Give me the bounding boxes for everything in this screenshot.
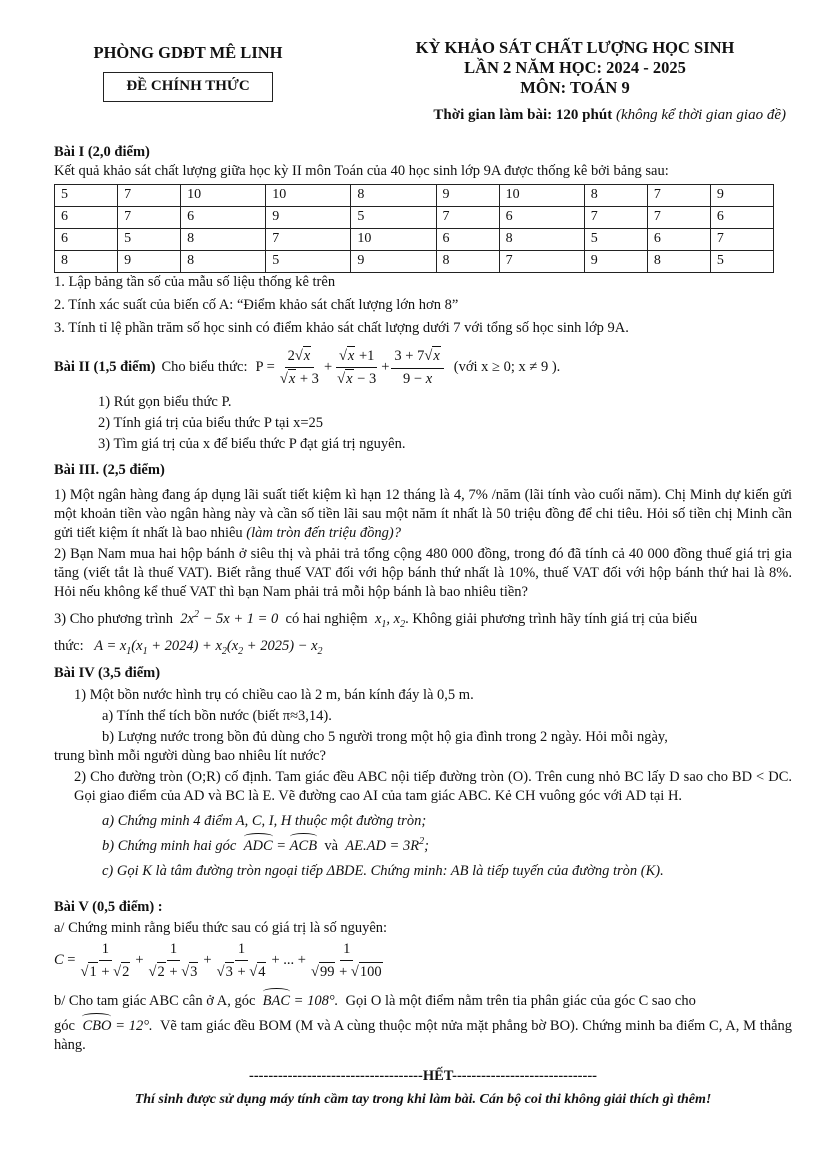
exam-header: [54, 38, 792, 102]
score-table: [54, 184, 774, 273]
section-5-a: a/ Chứng minh rằng biểu thức sau có giá trị là số nguyên:: [54, 919, 388, 936]
table-cell: 5: [584, 228, 647, 250]
section-3-p1: [54, 486, 792, 543]
section-4-qa: a) Chứng minh 4 điểm A, C, I, H thuộc một đường tròn;: [102, 813, 427, 830]
header-right: [318, 38, 792, 102]
section-4-q1a: a) Tính thể tích bồn nước (biết π≈3,14).: [102, 707, 332, 724]
section-2-heading: Bài II (1,5 điểm): [54, 359, 156, 376]
section-3-p3-tail: . Không giải phương trình hãy tính giá trị của biểu: [405, 611, 698, 628]
section-2-expression-line: [54, 346, 792, 389]
table-cell: 8: [181, 250, 266, 272]
table-cell: 9: [351, 250, 436, 272]
section-4-q1: 1) Một bồn nước hình trụ có chiều cao là 2 m, bán kính đáy là 0,5 m.: [74, 686, 474, 703]
section-4-qc: c) Gọi K là tâm đường tròn ngoại tiếp ΔBDE. Chứng minh: AB là tiếp tuyến của đường tròn (K).: [102, 863, 664, 880]
table-cell: 7: [436, 206, 499, 228]
expression-condition: (với x ≥ 0; x ≠ 9 ).: [453, 359, 561, 376]
table-cell: 10: [266, 184, 351, 206]
table-cell: 7: [266, 228, 351, 250]
table-cell: 6: [55, 206, 118, 228]
section-3-p2: 2) Bạn Nam mua hai hộp bánh ở siêu thị và phải trả tổng cộng 480 000 đồng, trong đó đã tính cả 40 000 đồng thuế giá trị gia tăng (viết tắt là thuế VAT). Biết rằng thuế VAT đối với hộp bánh thứ nhất là 10%, thuế VAT đối với hộp bánh thứ hai là 8%. Hỏi nếu không kể thuế VAT thì bạn Nam phải trả mỗi hộp bánh là bao nhiêu tiền?: [54, 546, 792, 601]
section-3-heading: Bài III. (2,5 điểm): [54, 461, 165, 478]
end-marker: ------------------------------------HẾT------------------------------: [249, 1068, 597, 1085]
table-cell: 9: [710, 184, 773, 206]
section-4-heading: Bài IV (3,5 điểm): [54, 665, 161, 682]
section-2-q3: 3) Tìm giá trị của x để biểu thức P đạt giá trị nguyên.: [98, 436, 406, 453]
section-5-b-lead: b/ Cho tam giác ABC cân ở A, góc: [54, 993, 256, 1010]
table-cell: 9: [118, 250, 181, 272]
table-row: [55, 228, 774, 250]
section-1-heading: Bài I (2,0 điểm): [54, 144, 150, 161]
section-3-p3-label: thức:: [54, 638, 84, 655]
department-name: PHÒNG GDĐT MÊ LINH: [93, 43, 283, 62]
section-1-q1: 1. Lập bảng tần số của mẫu số liệu thống kê trên: [54, 273, 336, 290]
table-cell: 6: [499, 206, 584, 228]
table-cell: 10: [181, 184, 266, 206]
table-row: [55, 184, 774, 206]
section-4-qb-lead: b) Chứng minh hai góc: [102, 838, 237, 855]
exam-time: [54, 106, 792, 126]
exam-subject: MÔN: TOÁN 9: [520, 77, 630, 97]
table-row: [55, 206, 774, 228]
table-cell: 7: [584, 206, 647, 228]
table-cell: 8: [351, 184, 436, 206]
expression-p: P = 2√ x √ x + 3 + √ x +1 √ x − 3 + $\frac{3 + 7√ x}{9 - x}$: [256, 346, 446, 389]
table-cell: 5: [710, 250, 773, 272]
section-4-q1b-line2: trung bình mỗi người dùng bao nhiêu lít nước?: [54, 747, 326, 764]
roots: $x_1$, $x_2$: [371, 611, 406, 631]
section-1-intro: Kết quả khảo sát chất lượng giữa học kỳ II môn Toán của 40 học sinh lớp 9A được thống kê bởi bảng sau:: [54, 163, 669, 180]
section-5-b-line2: góc CBO = 12°. Vẽ tam giác đều BOM (M và A cùng thuộc một nửa mặt phẳng bờ BO). Chứng minh ba điểm C, A, M thẳng hàng.: [54, 1018, 793, 1054]
section-2-q2: 2) Tính giá trị của biểu thức P tại x=25: [98, 415, 324, 432]
table-row: [55, 250, 774, 272]
section-4-q1b-line1: b) Lượng nước trong bồn đủ dùng cho 5 người trong một hộ gia đình trong 2 ngày. Hỏi mỗi ngày,: [102, 728, 668, 745]
section-1-q3: 3. Tính tỉ lệ phần trăm số học sinh có điểm khảo sát chất lượng dưới 7 với tổng số học sinh lớp 9A.: [54, 319, 629, 336]
section-2-lead: Cho biểu thức:: [161, 359, 248, 376]
table-cell: 6: [55, 228, 118, 250]
table-cell: 7: [499, 250, 584, 272]
section-3-p3-lead: 3) Cho phương trình: [54, 611, 174, 628]
section-5-b-angle-label: góc: [54, 1018, 75, 1035]
table-cell: 5: [266, 250, 351, 272]
header-left: [54, 38, 318, 102]
section-3-p3: [54, 608, 792, 631]
table-cell: 6: [436, 228, 499, 250]
section-3-p3-mid: có hai nghiệm: [285, 611, 368, 628]
section-3-p3-expression: thức: $A = x_1(x_1 + 2024) + x_2(x_2 + 2025) - x_2$: [54, 638, 323, 658]
section-4-qb-and: và: [324, 838, 338, 855]
section-1-q2: 2. Tính xác suất của biến cố A: “Điểm khảo sát chất lượng lớn hơn 8”: [54, 296, 459, 313]
table-cell: 6: [710, 206, 773, 228]
table-cell: 5: [118, 228, 181, 250]
time-bold: Thời gian làm bài: 120 phút: [433, 106, 613, 123]
section-5-heading: Bài V (0,5 điểm) :: [54, 898, 163, 915]
table-cell: 9: [266, 206, 351, 228]
table-cell: 9: [436, 184, 499, 206]
footer-note: Thí sinh được sử dụng máy tính cầm tay trong khi làm bài. Cán bộ coi thi không giải thích gì thêm!: [134, 1091, 712, 1107]
expression-c: C = 1 √ 1 + √ 2 + 1 √ 2 + √ 3 + 1 √ 3 + √ 4 + ... + 1 √ 99 + √ 100: [54, 940, 388, 982]
table-cell: 7: [118, 184, 181, 206]
section-4-qb: b) Chứng minh hai góc ADC = ACB và $AE.AD = 3R^2$;: [54, 835, 792, 856]
section-4-q2: 2) Cho đường tròn (O;R) cố định. Tam giác đều ABC nội tiếp đường tròn (O). Trên cung nhỏ BC lấy D sao cho BD < DC. Gọi giao điểm của AD và BC là E. Vẽ đường cao AI của tam giác ABC. Kẻ CH vuông góc với AD tại H.: [74, 769, 792, 805]
section-3-p1-text: 1) Một ngân hàng đang áp dụng lãi suất tiết kiệm kì hạn 12 tháng là 4, 7% /năm (lãi tính vào cuối năm). Chị Minh dự kiến gửi một khoản tiền vào ngân hàng này và cần số tiền lãi sau một năm ít nhất là 50 triệu đồng để chi tiêu. Hỏi số tiền chị Minh cần gửi tiết kiệm ít nhất là bao nhiêu: [54, 486, 792, 541]
section-5-b-tail: Vẽ tam giác đều BOM (M và A cùng thuộc một nửa mặt phẳng bờ BO). Chứng minh ba điểm C, A, M thẳng hàng.: [54, 1018, 793, 1054]
table-cell: 5: [55, 184, 118, 206]
equation: $2x^2 - 5x + 1 = 0$: [176, 609, 282, 628]
table-cell: 8: [55, 250, 118, 272]
time-note: (không kể thời gian giao đề): [615, 106, 786, 123]
table-cell: 6: [181, 206, 266, 228]
table-cell: 6: [647, 228, 710, 250]
exam-title: KỲ KHẢO SÁT CHẤT LƯỢNG HỌC SINH: [415, 38, 735, 57]
exam-year: LẦN 2 NĂM HỌC: 2024 - 2025: [464, 57, 686, 77]
table-cell: 10: [499, 184, 584, 206]
table-cell: 10: [351, 228, 436, 250]
section-5-b-line1: b/ Cho tam giác ABC cân ở A, góc BAC = 108°. Gọi O là một điểm nằm trên tia phân giác của góc C sao cho: [54, 992, 792, 1011]
table-cell: 8: [584, 184, 647, 206]
table-cell: 7: [647, 206, 710, 228]
official-badge: ĐỀ CHÍNH THỨC: [103, 72, 272, 102]
table-cell: 7: [118, 206, 181, 228]
table-cell: 7: [710, 228, 773, 250]
table-cell: 8: [436, 250, 499, 272]
table-cell: 8: [647, 250, 710, 272]
section-3-p1-note: (làm tròn đến triệu đồng)?: [246, 524, 401, 541]
table-cell: 9: [584, 250, 647, 272]
section-2-q1: 1) Rút gọn biểu thức P.: [98, 394, 232, 411]
table-cell: 7: [647, 184, 710, 206]
table-cell: 5: [351, 206, 436, 228]
table-cell: 8: [499, 228, 584, 250]
section-5-b-mid: Gọi O là một điểm nằm trên tia phân giác của góc C sao cho: [345, 993, 696, 1010]
table-cell: 8: [181, 228, 266, 250]
